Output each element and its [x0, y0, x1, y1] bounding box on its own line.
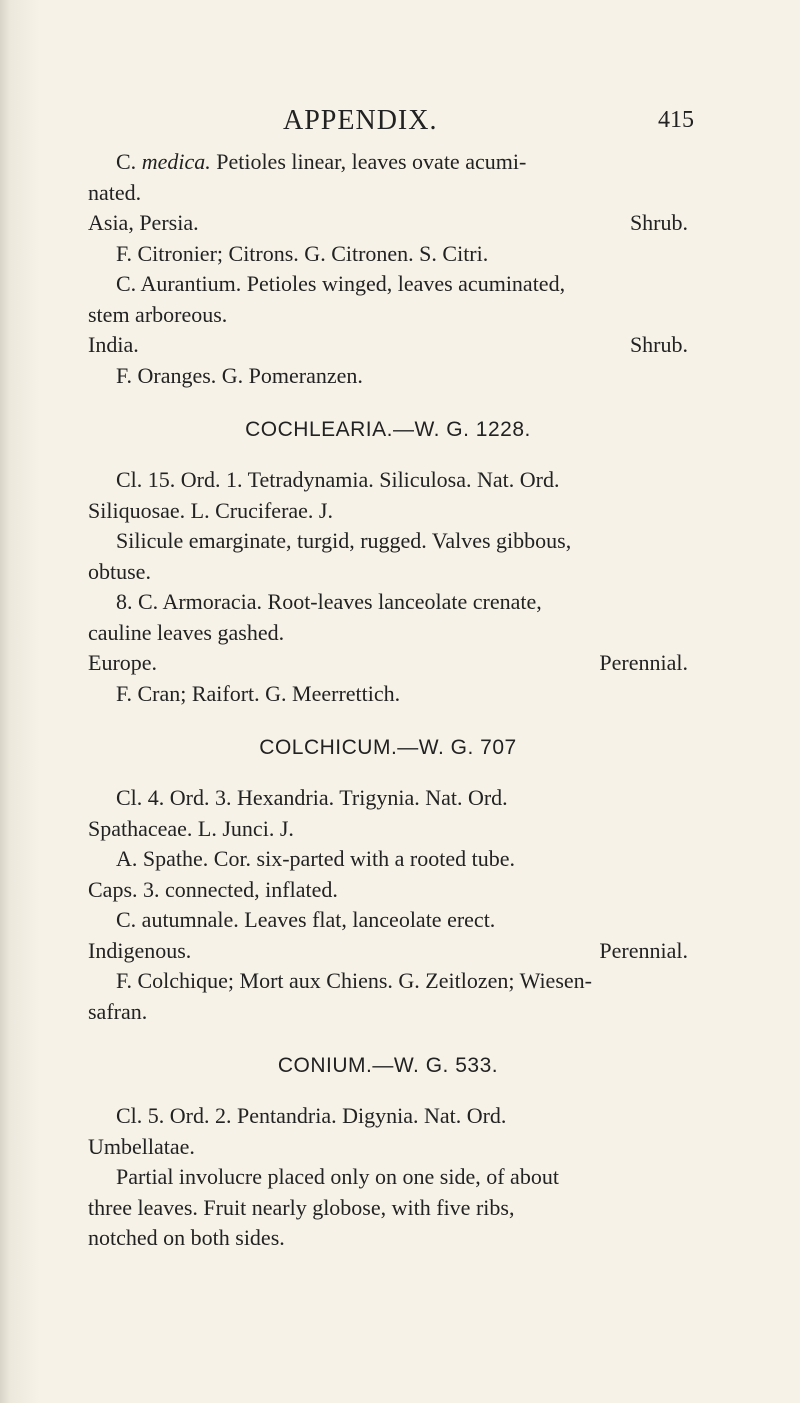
entry-line: C. Aurantium. Petioles winged, leaves acuminated, [116, 271, 566, 296]
page-number: 415 [658, 107, 694, 133]
entry-line: notched on both sides. [88, 1225, 285, 1250]
section-heading: COCHLEARIA.—W. G. 1228. [245, 418, 531, 441]
entry-line: Silicule emarginate, turgid, rugged. Valves gibbous, [116, 528, 572, 553]
section-heading: COLCHICUM.—W. G. 707 [259, 736, 517, 759]
entry-line: F. Oranges. G. Pomeranzen. [116, 362, 363, 388]
entry-line: cauline leaves gashed. [88, 619, 285, 645]
entry-line: safran. [88, 998, 148, 1024]
entry-line: Siliquosae. L. Cruciferae. J. [88, 497, 333, 523]
entry-line: Cl. 5. Ord. 2. Pentandria. Digynia. Nat. Ord. [116, 1103, 507, 1128]
entry-line: Asia, Persia. Shrub. [88, 210, 688, 235]
entry-line: Cl. 4. Ord. 3. Hexandria. Trigynia. Nat. Ord. [116, 785, 508, 810]
entry-line: three leaves. Fruit nearly globose, with five ribs, [88, 1194, 515, 1220]
page-title: APPENDIX. [283, 105, 438, 136]
page-body [88, 147, 688, 1254]
entry-line: Spathaceae. L. Junci. J. [88, 815, 294, 841]
entry-line: Cl. 15. Ord. 1. Tetradynamia. Siliculosa. Nat. Ord. [116, 467, 560, 492]
entry-line: Umbellatae. [88, 1133, 195, 1159]
entry-line: F. Citronier; Citrons. G. Citronen. S. Citri. [116, 240, 489, 266]
entry-line: India. Shrub. [88, 332, 688, 357]
entry-line: nated. [88, 179, 142, 205]
entry-line: obtuse. [88, 558, 151, 584]
running-header [0, 105, 800, 145]
entry-line: 8. C. Armoracia. Root-leaves lanceolate crenate, [116, 589, 542, 614]
entry-line: Caps. 3. connected, inflated. [88, 876, 338, 902]
section-heading: CONIUM.—W. G. 533. [277, 1054, 499, 1077]
entry-line: stem arboreous. [88, 301, 228, 327]
entry-line: Europe. Perennial. [88, 650, 688, 675]
entry-line: Indigenous. Perennial. [88, 937, 688, 963]
entry-line: F. Cran; Raifort. G. Meerrettich. [116, 680, 401, 706]
entry-line: C. autumnale. Leaves flat, lanceolate erect. [116, 907, 496, 932]
entry-line: A. Spathe. Cor. six-parted with a rooted tube. [116, 846, 515, 871]
entry-line: Partial involucre placed only on one side, of about [116, 1164, 559, 1189]
entry-line: C. medica. Petioles linear, leaves ovate acumi- [116, 149, 527, 174]
entry-line: F. Colchique; Mort aux Chiens. G. Zeitlozen; Wiesen- [116, 968, 592, 993]
